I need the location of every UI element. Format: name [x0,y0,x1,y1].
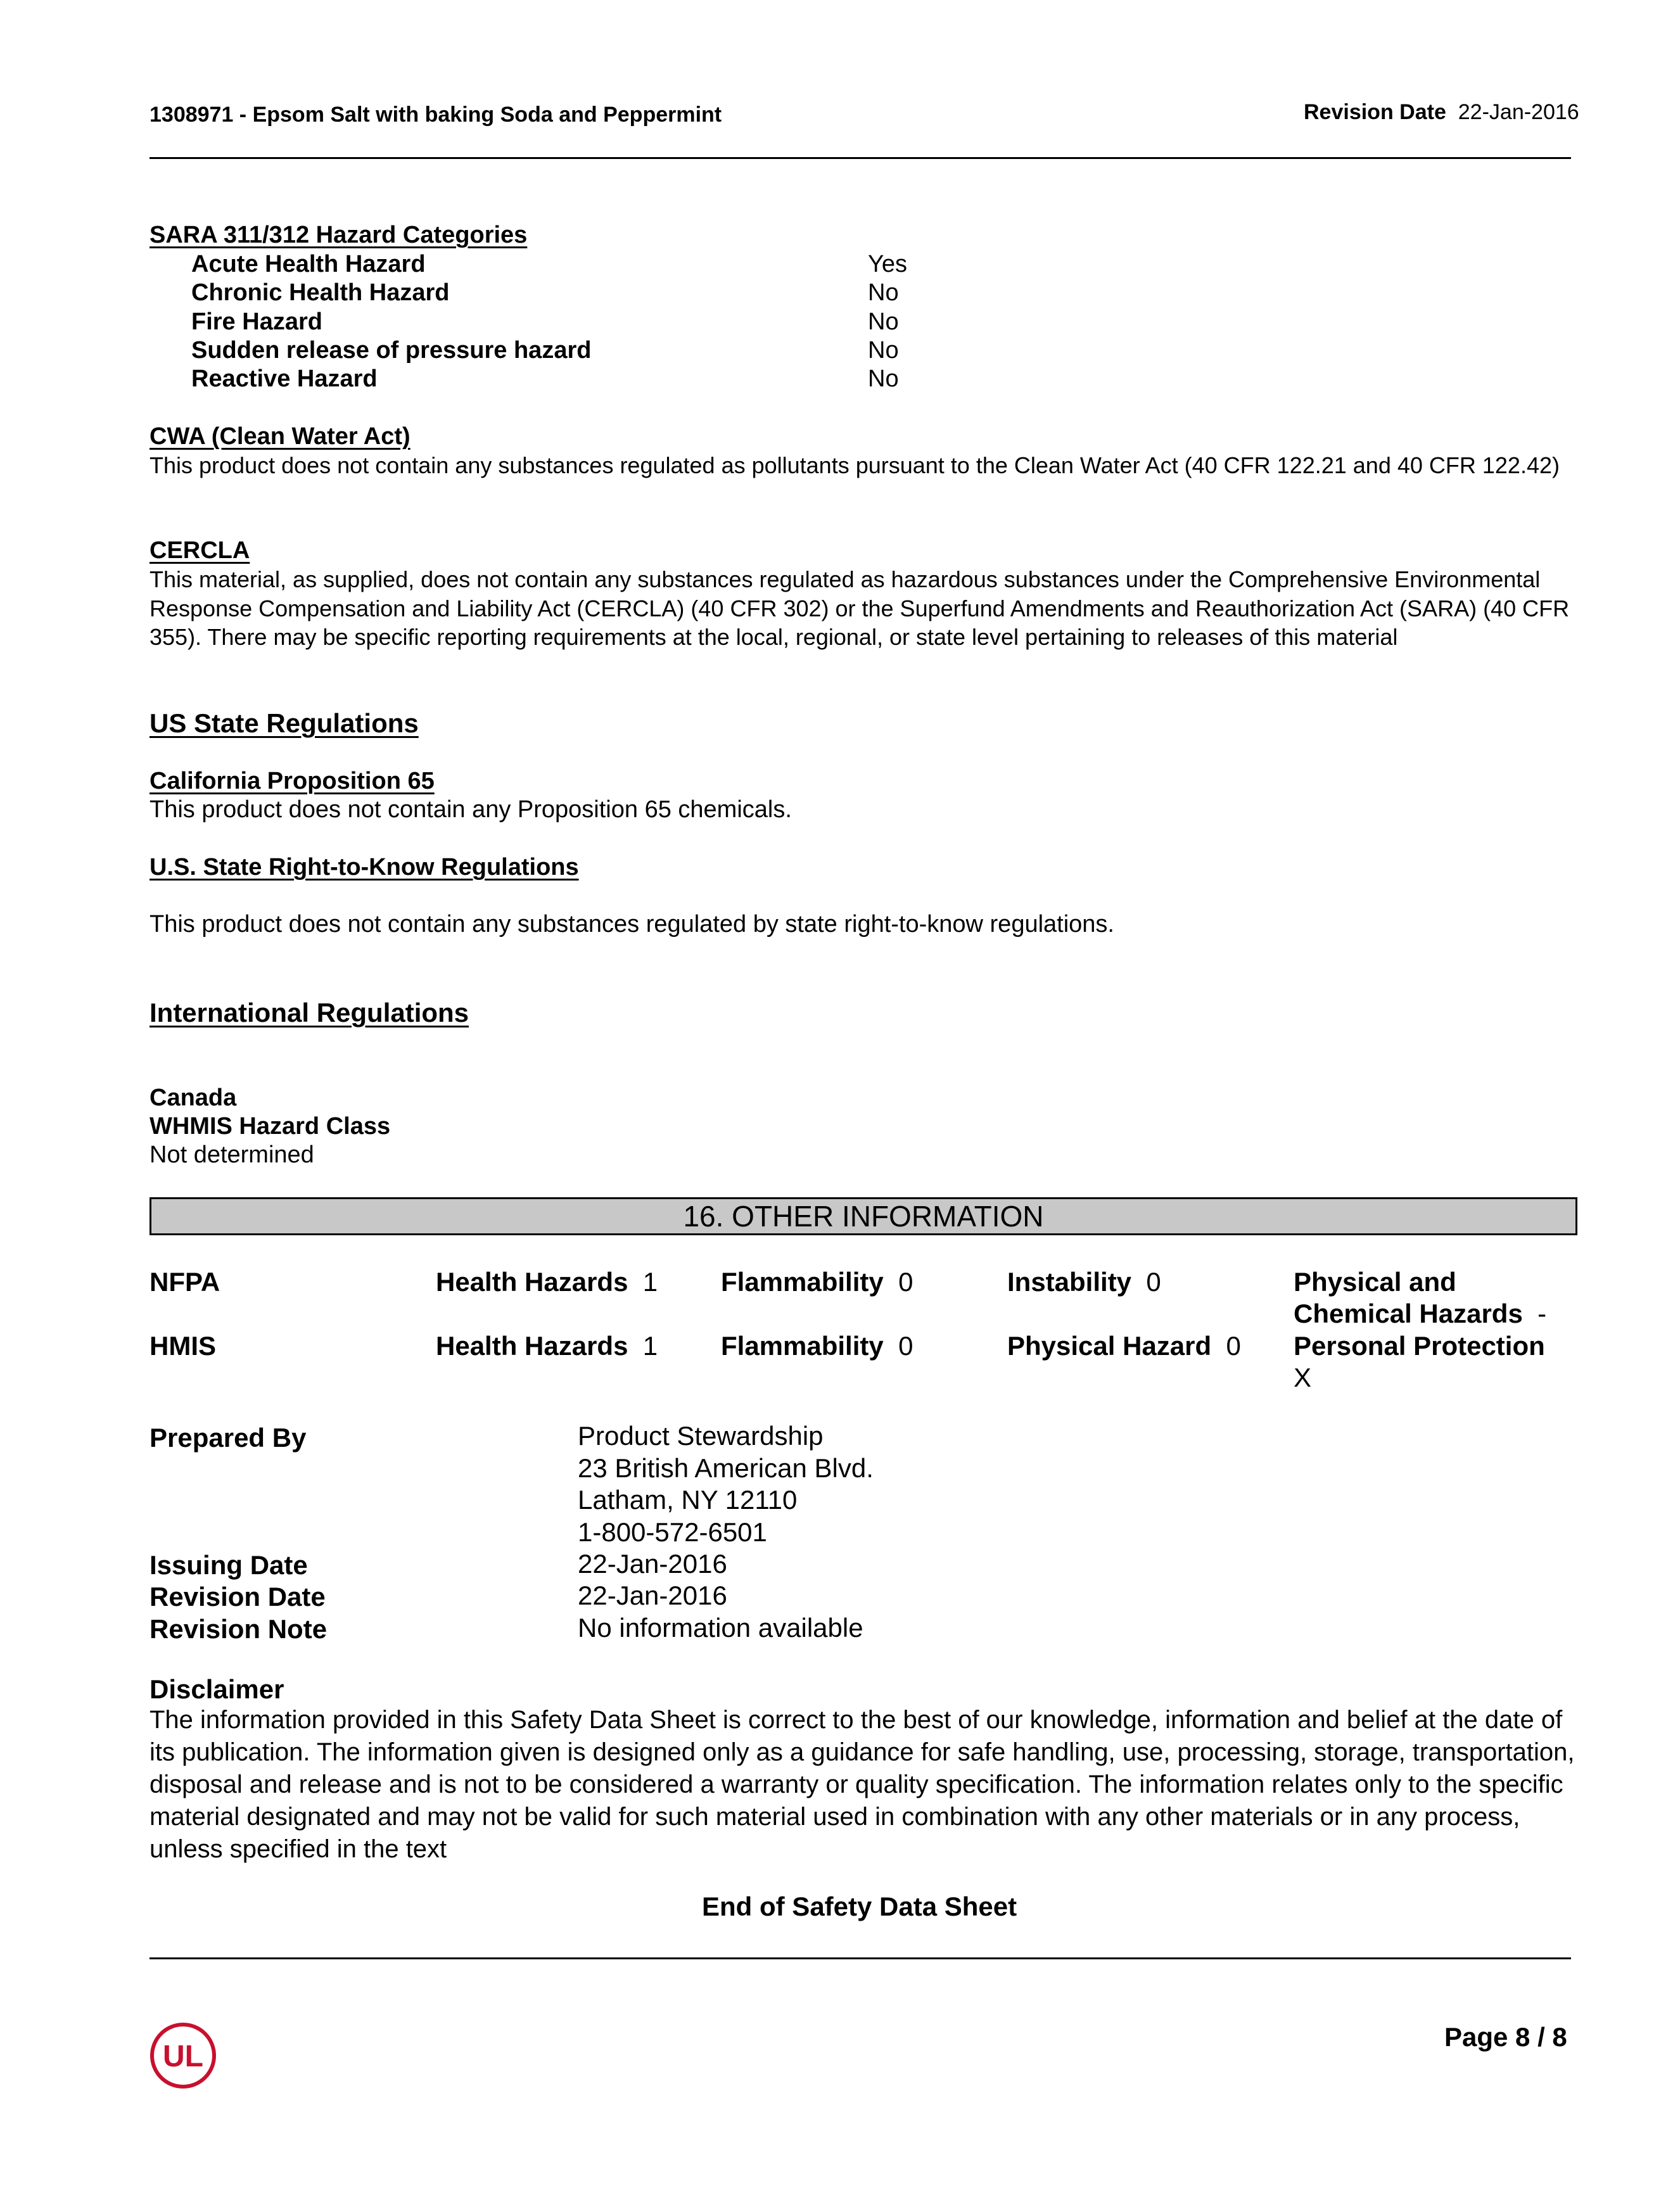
issuing-date-value: 22-Jan-2016 [578,1549,727,1579]
issuing-date-label: Issuing Date [150,1550,308,1580]
sara-value-reactive: No [868,366,899,392]
revision-date-label: Revision Date [150,1582,326,1612]
end-of-sds: End of Safety Data Sheet [702,1892,1017,1921]
header-product: 1308971 - Epsom Salt with baking Soda and Peppermint [150,103,722,127]
hmis-physical [1007,1331,1241,1361]
sara-label-pressure: Sudden release of pressure hazard [191,337,592,364]
nfpa-flam-label: Flammability [721,1267,884,1297]
nfpa-instability [1007,1267,1161,1297]
prepared-by-line-3: Latham, NY 12110 [578,1485,798,1515]
prepared-by-label: Prepared By [150,1423,307,1453]
us-state-title: US State Regulations [150,708,419,738]
sara-label-acute: Acute Health Hazard [191,251,426,277]
header-revision [1304,100,1579,125]
hmis-health [436,1331,658,1361]
rtk-text: This product does not contain any substances regulated by state right-to-know regulations. [150,911,1114,938]
hmis-pp-label: Personal Protection [1294,1331,1545,1361]
nfpa-health-value: 1 [642,1267,658,1297]
nfpa-flammability [721,1267,913,1297]
sara-title: SARA 311/312 Hazard Categories [150,222,528,248]
footer-divider [150,1957,1571,1959]
nfpa-physical [1294,1299,1546,1329]
page-number: Page 8 / 8 [1444,2022,1567,2052]
header-revision-date: 22-Jan-2016 [1458,100,1579,124]
nfpa-physical-label-1: Physical and [1294,1267,1456,1297]
sara-label-chronic: Chronic Health Hazard [191,279,450,306]
whmis-value: Not determined [150,1142,314,1168]
hmis-pp-value: X [1294,1363,1312,1392]
cercla-title: CERCLA [150,537,250,564]
hmis-phys-label: Physical Hazard [1007,1331,1212,1361]
nfpa-health-label: Health Hazards [436,1267,628,1297]
rtk-title: U.S. State Right-to-Know Regulations [150,854,579,881]
section16-banner [150,1197,1577,1235]
hmis-phys-value: 0 [1226,1331,1241,1361]
nfpa-instab-label: Instability [1007,1267,1132,1297]
hmis-flammability [721,1331,913,1361]
revision-note-value: No information available [578,1613,863,1643]
prepared-by-line-2: 23 British American Blvd. [578,1453,874,1483]
sara-value-fire: No [868,308,899,335]
nfpa-label: NFPA [150,1267,220,1297]
header-divider [150,157,1571,159]
prop65-title: California Proposition 65 [150,768,435,794]
sara-value-acute: Yes [868,251,907,277]
disclaimer-text: The information provided in this Safety Data Sheet is correct to the best of our knowledge, information and belief at the date of its publication. The information given is designed only as a guidance for safe handling, use, processing, storage, transportation, disposal and release and is not to be considered a warranty or quality specification. The information relates only to the specific material designated and may not be valid for such material used in combination with any other materials or in any process, unless specified in the text [150,1706,1575,1863]
international-title: International Regulations [150,998,469,1027]
hmis-health-label: Health Hazards [436,1331,628,1361]
sara-label-fire: Fire Hazard [191,308,322,335]
prop65-text: This product does not contain any Proposition 65 chemicals. [150,796,792,823]
section16-title: 16. OTHER INFORMATION [683,1200,1044,1233]
disclaimer-title: Disclaimer [150,1674,284,1704]
cercla-text: This material, as supplied, does not contain any substances regulated as hazardous substances under the Comprehensive Environmental Response Compensation and Liability Act (CERCLA) (40 CFR 302) or the Superfund Amendments and Reauthorization Act (SARA) (40 CFR 355). There may be specific reporting requirements at the local, regional, or state level pertaining to releases of this material [150,566,1570,650]
sara-label-reactive: Reactive Hazard [191,366,378,392]
cwa-title: CWA (Clean Water Act) [150,423,410,450]
sara-value-chronic: No [868,279,899,306]
international-country: Canada [150,1084,237,1111]
hmis-label: HMIS [150,1331,216,1361]
nfpa-instab-value: 0 [1146,1267,1161,1297]
prepared-by-line-1: Product Stewardship [578,1421,824,1451]
hmis-flam-value: 0 [898,1331,913,1361]
sara-value-pressure: No [868,337,899,364]
ul-logo-text: UL [163,2040,203,2073]
whmis-label: WHMIS Hazard Class [150,1113,391,1140]
hmis-flam-label: Flammability [721,1331,884,1361]
revision-note-label: Revision Note [150,1614,328,1644]
nfpa-physical-value: - [1537,1299,1547,1328]
revision-date-value: 22-Jan-2016 [578,1581,727,1610]
ul-logo [150,2022,217,2089]
cwa-text: This product does not contain any substances regulated as pollutants pursuant to the Clean Water Act (40 CFR 122.21 and 40 CFR 122.42) [150,452,1560,478]
header-revision-label: Revision Date [1304,100,1446,124]
hmis-health-value: 1 [642,1331,658,1361]
prepared-by-line-4: 1-800-572-6501 [578,1517,767,1547]
nfpa-flam-value: 0 [898,1267,913,1297]
nfpa-physical-label-2: Chemical Hazards [1294,1299,1523,1328]
nfpa-health [436,1267,658,1297]
